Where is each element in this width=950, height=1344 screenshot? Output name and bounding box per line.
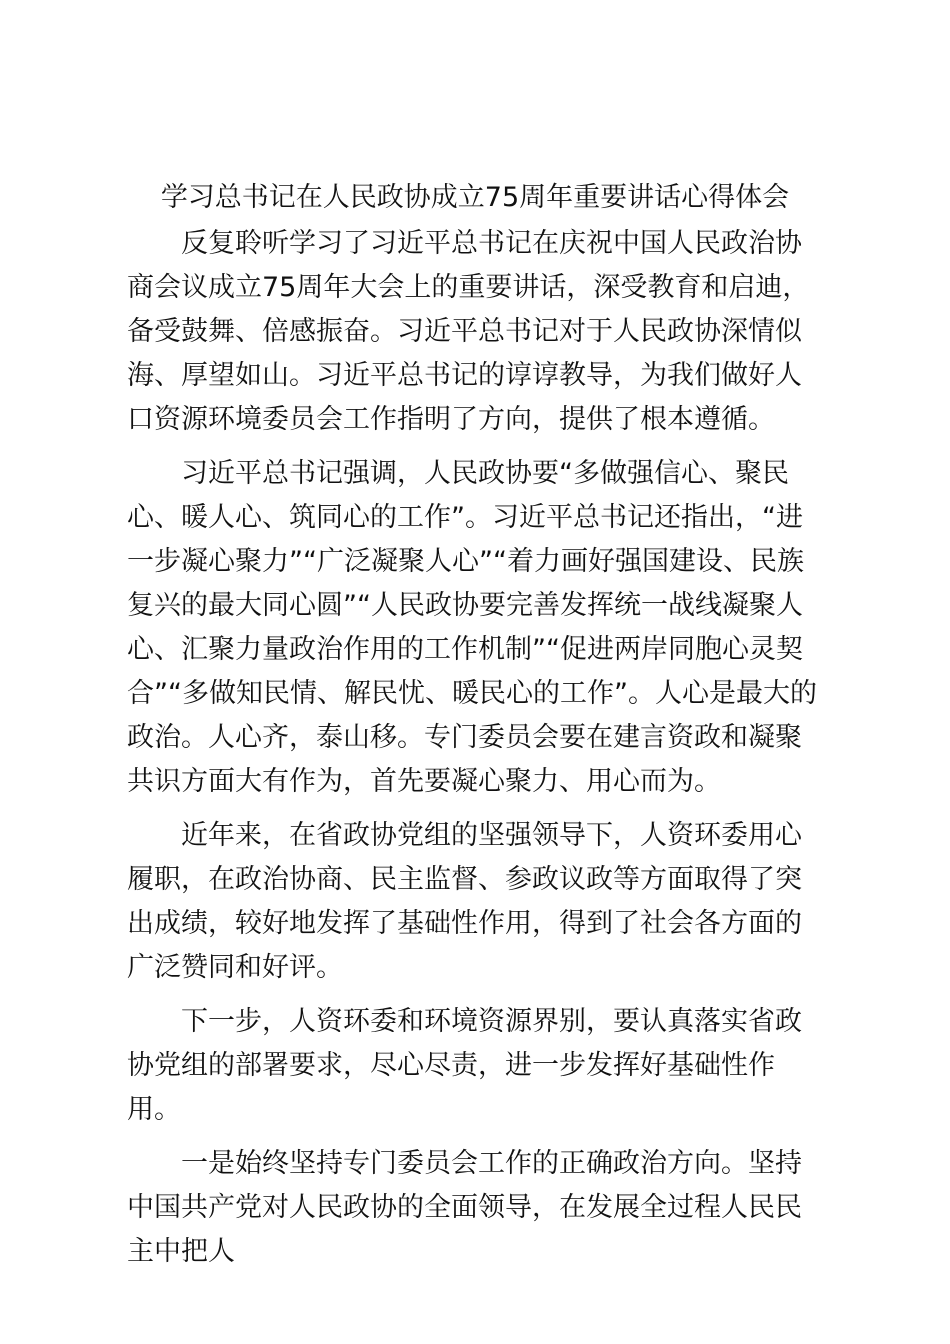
paragraph-3: 近年来，在省政协党组的坚强领导下，人资环委用心履职，在政治协商、民主监督、参政议政等方面取得了突出成绩，较好地发挥了基础性作用，得到了社会各方面的广泛赞同和好评。 <box>127 820 802 983</box>
paragraph-1: 反复聆听学习了习近平总书记在庆祝中国人民政治协商会议成立75周年大会上的重要讲话，深受教育和启迪，备受鼓舞、倍感振奋。习近平总书记对于人民政协深情似海、厚望如山。习近平总书记的谆谆教导，为我们做好人口资源环境委员会工作指明了方向，提供了根本遵循。 <box>127 228 810 435</box>
paragraph-4: 下一步，人资环委和环境资源界别，要认真落实省政协党组的部署要求，尽心尽责，进一步发挥好基础性作用。 <box>127 1006 802 1125</box>
paragraph-2: 习近平总书记强调，人民政协要“多做强信心、聚民心、暖人心、筑同心的工作”。习近平总书记还指出，“进一步凝心聚力”“广泛凝聚人心”“着力画好强国建设、民族复兴的最大同心圆”“人民政协要完善发挥统一战线凝聚人心、汇聚力量政治作用的工作机制”“促进两岸同胞心灵契合”“多做知民情、解民忧、暖民心的工作”。人心是最大的政治。人心齐，泰山移。专门委员会要在建言资政和凝聚共识方面大有作为，首先要凝心聚力、用心而为。 <box>127 458 817 797</box>
document-body <box>127 222 827 1274</box>
document-title: 学习总书记在人民政协成立75周年重要讲话心得体会 <box>160 182 790 213</box>
paragraph-5: 一是始终坚持专门委员会工作的正确政治方向。坚持中国共产党对人民政协的全面领导，在发展全过程人民民主中把人 <box>127 1148 802 1267</box>
